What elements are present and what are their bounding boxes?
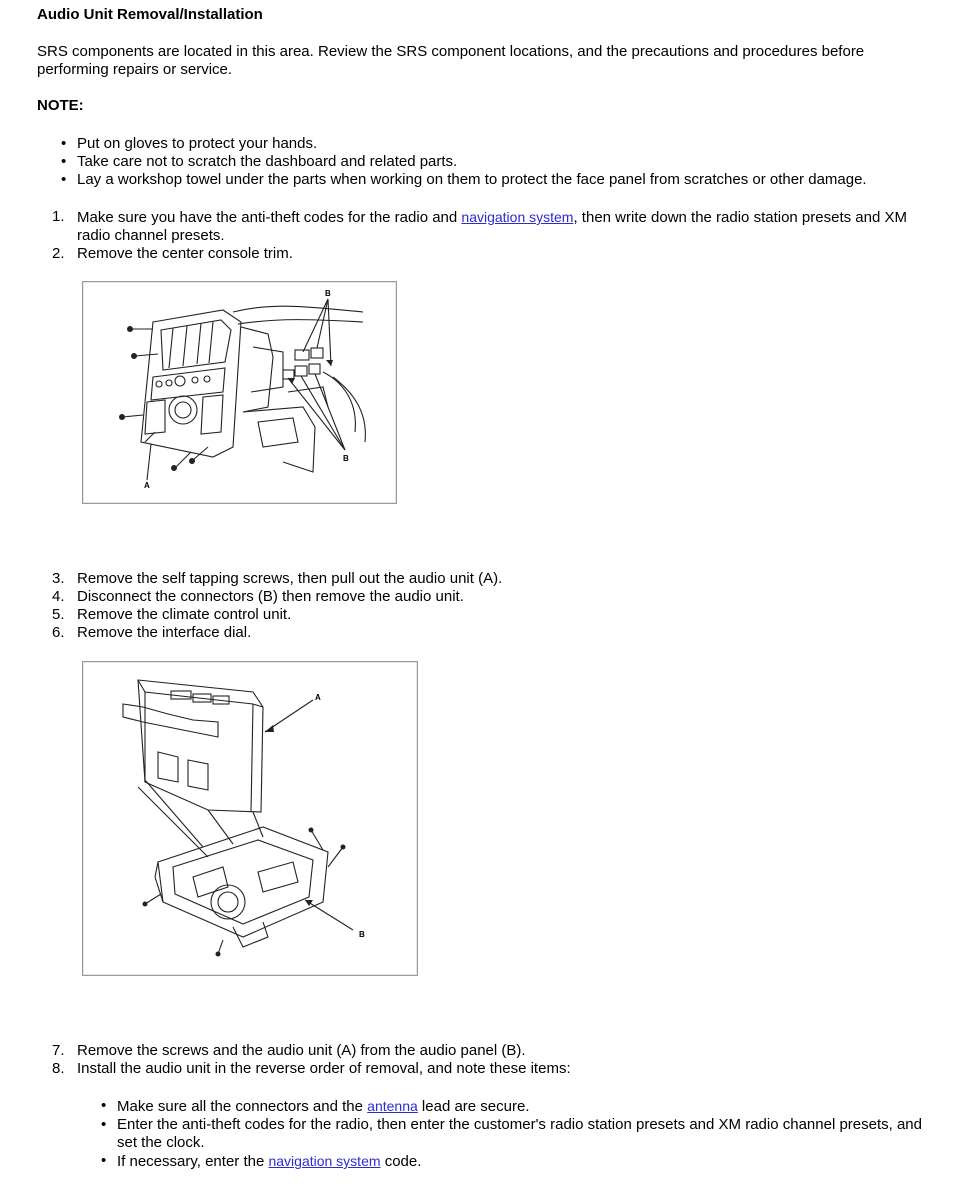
center-console-figure — [82, 281, 397, 504]
step-number: 3. — [52, 570, 65, 587]
list-item — [117, 1152, 937, 1171]
list-item — [117, 1116, 937, 1152]
label-a: A — [315, 693, 321, 702]
step-2 — [52, 245, 917, 263]
step-5 — [52, 606, 917, 624]
step-text: , then write down the radio station presets and XM radio channel presets. — [77, 209, 907, 244]
antenna-link[interactable]: antenna — [367, 1098, 418, 1114]
step-text: Disconnect the connectors (B) then remove the audio unit. — [77, 588, 464, 605]
steps-list-3 — [52, 1042, 917, 1078]
steps-list-1 — [52, 208, 917, 263]
label-a: A — [144, 481, 150, 490]
note-text: If necessary, enter the — [117, 1153, 269, 1170]
step-text: Remove the climate control unit. — [77, 606, 292, 623]
note-heading: NOTE: — [37, 97, 84, 114]
step-number: 2. — [52, 245, 65, 262]
note-text: lead are secure. — [417, 1098, 530, 1115]
list-item: • Take care not to scratch the dashboard and related parts. — [77, 153, 937, 171]
step-4 — [52, 588, 917, 606]
step-text: Remove the self tapping screws, then pull out the audio unit (A). — [77, 570, 503, 587]
step-text: Remove the screws and the audio unit (A) from the audio panel (B). — [77, 1042, 526, 1059]
label-b-bottom: B — [343, 454, 349, 463]
step-text: Make sure you have the anti-theft codes for the radio and — [77, 209, 462, 226]
step-number: 1. — [52, 208, 65, 225]
audio-unit-illustration — [83, 662, 417, 975]
install-notes-list — [117, 1097, 937, 1171]
step-number: 6. — [52, 624, 65, 641]
step-text: Remove the center console trim. — [77, 245, 293, 262]
center-console-illustration — [83, 282, 396, 503]
step-7 — [52, 1042, 917, 1060]
note-text: Enter the anti-theft codes for the radio, then enter the customer's radio station presets and XM radio channel presets, and set the clock. — [117, 1116, 922, 1151]
step-6 — [52, 624, 917, 642]
label-b: B — [359, 930, 365, 939]
note-list — [77, 135, 937, 189]
step-text: Remove the interface dial. — [77, 624, 252, 641]
page-title: Audio Unit Removal/Installation — [37, 6, 263, 23]
step-text: Install the audio unit in the reverse order of removal, and note these items: — [77, 1060, 571, 1077]
list-item: • Put on gloves to protect your hands. — [77, 135, 937, 153]
audio-unit-figure — [82, 661, 418, 976]
list-item — [117, 1097, 937, 1116]
navigation-system-link[interactable]: navigation system — [461, 209, 574, 225]
note-text: code. — [380, 1153, 422, 1170]
step-8 — [52, 1060, 917, 1078]
step-number: 5. — [52, 606, 65, 623]
navigation-system-link[interactable]: navigation system — [268, 1153, 381, 1169]
srs-warning-text: SRS components are located in this area. Review the SRS component locations, and the precautions and procedures before performing repairs or service. — [37, 43, 865, 78]
label-b-top: B — [325, 289, 331, 298]
steps-list-2 — [52, 570, 917, 642]
note-text: Make sure all the connectors and the — [117, 1098, 368, 1115]
step-3 — [52, 570, 917, 588]
step-number: 4. — [52, 588, 65, 605]
step-number: 8. — [52, 1060, 65, 1077]
step-number: 7. — [52, 1042, 65, 1059]
list-item: • Lay a workshop towel under the parts when working on them to protect the face panel from scratches or other damage. — [77, 171, 937, 189]
step-1 — [52, 208, 917, 245]
